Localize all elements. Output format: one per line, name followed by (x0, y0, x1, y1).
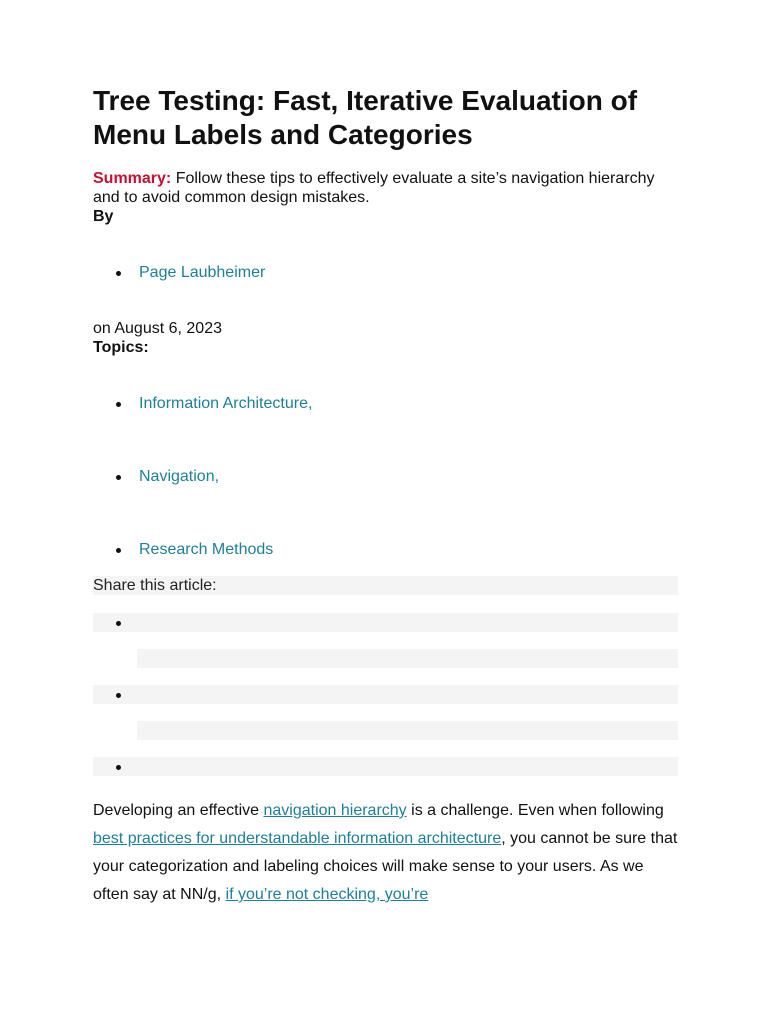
topic-item (93, 394, 678, 413)
topic-separator: , (307, 395, 313, 412)
topic-item (93, 467, 678, 486)
publish-date: on August 6, 2023 (93, 320, 222, 337)
summary-text: Follow these tips to effectively evaluate a site’s navigation hierarchy and to avoid common design mistakes. (93, 170, 655, 206)
topic-separator: , (214, 468, 220, 485)
topics-list (93, 394, 678, 559)
share-item-2-sub (137, 721, 678, 740)
body-paragraph (93, 797, 678, 909)
topic-link-research-methods[interactable]: Research Methods (139, 541, 274, 558)
body-text: Developing an effective (93, 802, 264, 819)
share-item-3[interactable] (93, 757, 678, 776)
page-title: Tree Testing: Fast, Iterative Evaluation of Menu Labels and Categories (93, 85, 638, 150)
bullet (116, 693, 121, 698)
bullet (116, 621, 121, 626)
topics-label: Topics: (93, 339, 149, 356)
article (93, 84, 678, 909)
summary (93, 169, 678, 207)
topic-item (93, 540, 678, 559)
link-not-checking[interactable]: if you’re not checking, you’re (225, 886, 429, 903)
share-item-1-sub (137, 649, 678, 668)
share-item-2[interactable] (93, 685, 678, 704)
body-text: , you cannot be sure that your categorization and labeling choices will make sense to your users. As we often say at NN/g, (93, 830, 678, 903)
link-navigation-hierarchy[interactable]: navigation hierarchy (263, 802, 407, 819)
bullet (116, 765, 121, 770)
share-label: Share this article: (93, 576, 678, 595)
topic-link-information-architecture[interactable]: Information Architecture (139, 395, 308, 412)
author-list (93, 263, 678, 282)
by-label: By (93, 208, 114, 225)
author-link[interactable]: Page Laubheimer (139, 264, 266, 281)
topic-link-navigation[interactable]: Navigation (139, 468, 215, 485)
share-item-1[interactable] (93, 613, 678, 632)
summary-label: Summary: (93, 170, 172, 187)
link-ia-best-practices[interactable]: best practices for understandable information architecture (93, 830, 502, 847)
body-text: is a challenge. Even when following (406, 802, 664, 819)
author-item (93, 263, 678, 282)
